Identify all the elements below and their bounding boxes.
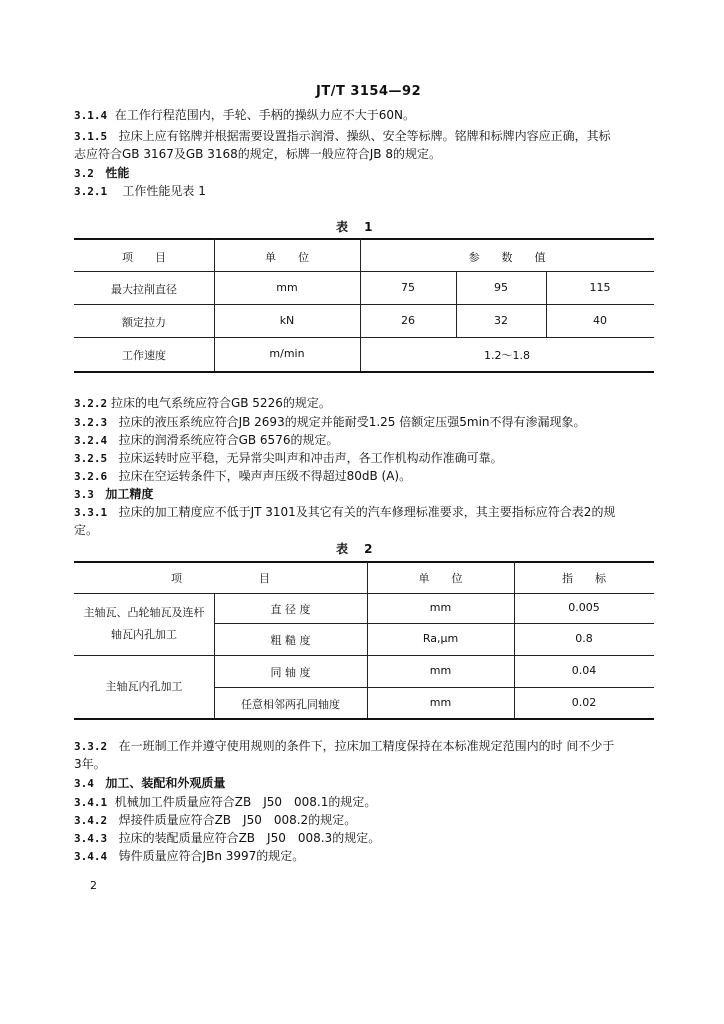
row-unit: m/min: [269, 347, 305, 360]
clause-text: 3年。: [74, 757, 106, 771]
clause-number: 3.2.4: [74, 434, 108, 447]
clause-text: 拉床在空运转条件下，噪声声压级不得超过80dB (A)。: [118, 469, 412, 483]
clause-text: 拉床的润滑系统应符合GB 6576的规定。: [118, 433, 339, 447]
clause-3-2-2: [74, 394, 331, 413]
row-item: 工作速度: [122, 349, 166, 362]
clause-text: 拉床运转时应平稳，无异常尖叫声和冲击声，各工作机构动作准确可靠。: [118, 451, 503, 465]
clause-number: 3.4.4: [74, 850, 108, 863]
header-value: 参 数 值: [468, 251, 546, 264]
clause-number: 3.2: [74, 167, 94, 180]
clause-3-3-1-cont: [74, 521, 98, 539]
clause-number: 3.2.1: [74, 185, 108, 198]
section-title: 加工精度: [105, 487, 154, 501]
row-value: 75: [401, 281, 415, 294]
clause-3-4-3: [74, 829, 380, 848]
page-number: 2: [90, 879, 97, 892]
row-unit: mm: [429, 601, 452, 614]
clause-text: 焊接件质量应符合ZB J50 008.2的规定。: [118, 813, 357, 827]
clause-number: 3.2.5: [74, 452, 108, 465]
clause-number: 3.4.1: [74, 796, 108, 809]
row-unit: kN: [279, 314, 295, 327]
section-3-4: [74, 774, 225, 793]
row-value: 40: [593, 314, 607, 327]
clause-number: 3.1.4: [74, 109, 108, 122]
row-value: 0.005: [568, 601, 600, 614]
section-3-3: [74, 485, 153, 504]
table-rule: [74, 655, 654, 656]
clause-number: 3.2.3: [74, 416, 108, 429]
clause-3-2-1: [74, 182, 206, 201]
clause-3-3-1: [74, 503, 615, 522]
clause-number: 3.3.2: [74, 740, 108, 753]
table-1-caption: 表 1: [336, 220, 379, 234]
header-index: 指 标: [562, 572, 606, 585]
clause-text: 志应符合GB 3167及GB 3168的规定，标牌一般应符合JB 8的规定。: [74, 147, 441, 161]
table-rule: [214, 623, 654, 624]
clause-3-4-2: [74, 811, 356, 830]
group-name: 轴瓦内孔加工: [111, 628, 177, 641]
clause-text: 拉床的电气系统应符合GB 5226的规定。: [110, 396, 331, 410]
clause-text: 在工作行程范围内，手轮、手柄的操纵力应不大于60N。: [114, 108, 416, 122]
section-3-2: [74, 164, 129, 183]
table-2-caption: 表 2: [336, 542, 379, 556]
table-rule: [74, 337, 654, 338]
row-sub: 任意相邻两孔同轴度: [241, 698, 340, 711]
standard-number: JT/T 3154—92: [316, 84, 422, 99]
row-value: 95: [494, 281, 508, 294]
clause-text: 拉床上应有铭牌并根据需要设置指示润滑、操纵、安全等标牌。铭牌和标牌内容应正确，其标: [118, 129, 611, 143]
row-value: 0.04: [571, 664, 597, 677]
header-item: 项 目: [122, 251, 166, 264]
table-rule: [74, 718, 654, 720]
clause-text: 在一班制工作并遵守使用规则的条件下，拉床加工精度保持在本标准规定范围内的时 间不少于: [118, 739, 615, 753]
row-value: 0.02: [571, 696, 597, 709]
row-unit: mm: [429, 664, 452, 677]
table-rule: [74, 271, 654, 272]
clause-3-1-5: [74, 127, 611, 146]
clause-3-1-5-cont: [74, 145, 441, 163]
clause-3-2-4: [74, 431, 338, 450]
clause-number: 3.2.6: [74, 470, 108, 483]
clause-3-2-6: [74, 467, 411, 486]
row-value: 26: [401, 314, 415, 327]
clause-number: 3.4: [74, 777, 94, 790]
group-name: 主轴瓦、凸轮轴瓦及连杆: [83, 606, 205, 619]
row-unit: mm: [276, 281, 298, 294]
section-title: 性能: [105, 166, 130, 180]
clause-3-3-2: [74, 737, 614, 756]
clause-3-1-4: [74, 106, 415, 125]
clause-text: 铸件质量应符合JBn 3997的规定。: [118, 849, 305, 863]
table-rule: [74, 304, 654, 305]
clause-text: 拉床的液压系统应符合JB 2693的规定并能耐受1.25 倍额定压强5min不得有渗漏现象。: [118, 415, 586, 429]
section-title: 加工、装配和外观质量: [105, 776, 226, 790]
row-value: 1.2～1.8: [484, 349, 530, 362]
clause-3-4-4: [74, 847, 304, 866]
row-sub: 同 轴 度: [270, 666, 311, 679]
clause-number: 3.4.2: [74, 814, 108, 827]
table-rule: [74, 593, 654, 594]
table-rule: [214, 687, 654, 688]
row-unit: Ra,μm: [422, 632, 459, 645]
clause-text: 拉床的装配质量应符合ZB J50 008.3的规定。: [118, 831, 381, 845]
clause-text: 拉床的加工精度应不低于JT 3101及其它有关的汽车修理标准要求，其主要指标应符合表2的规: [118, 505, 616, 519]
clause-text: 工作性能见表 1: [122, 184, 206, 198]
clause-text: 机械加工件质量应符合ZB J50 008.1的规定。: [114, 795, 377, 809]
row-sub: 粗 糙 度: [270, 634, 311, 647]
row-item: 最大拉削直径: [111, 283, 177, 296]
clause-number: 3.2.2: [74, 397, 108, 410]
clause-text: 定。: [74, 523, 99, 537]
row-item: 额定拉力: [122, 316, 166, 329]
group-name: 主轴瓦内孔加工: [105, 680, 183, 693]
clause-number: 3.1.5: [74, 130, 108, 143]
table-rule: [74, 371, 654, 373]
clause-3-2-3: [74, 413, 586, 432]
table-rule: [74, 238, 654, 240]
clause-3-3-2-cont: [74, 755, 106, 773]
row-value: 0.8: [575, 632, 593, 645]
row-unit: mm: [429, 696, 452, 709]
row-value: 115: [589, 281, 611, 294]
clause-3-4-1: [74, 793, 376, 812]
header-unit: 单 位: [418, 572, 463, 585]
header-unit: 单 位: [265, 251, 309, 264]
table-rule: [74, 561, 654, 563]
clause-number: 3.3: [74, 488, 94, 501]
header-item: 项 目: [171, 572, 270, 585]
row-sub: 直 径 度: [270, 603, 311, 616]
clause-3-2-5: [74, 449, 503, 468]
clause-number: 3.4.3: [74, 832, 108, 845]
clause-number: 3.3.1: [74, 506, 108, 519]
row-value: 32: [494, 314, 508, 327]
